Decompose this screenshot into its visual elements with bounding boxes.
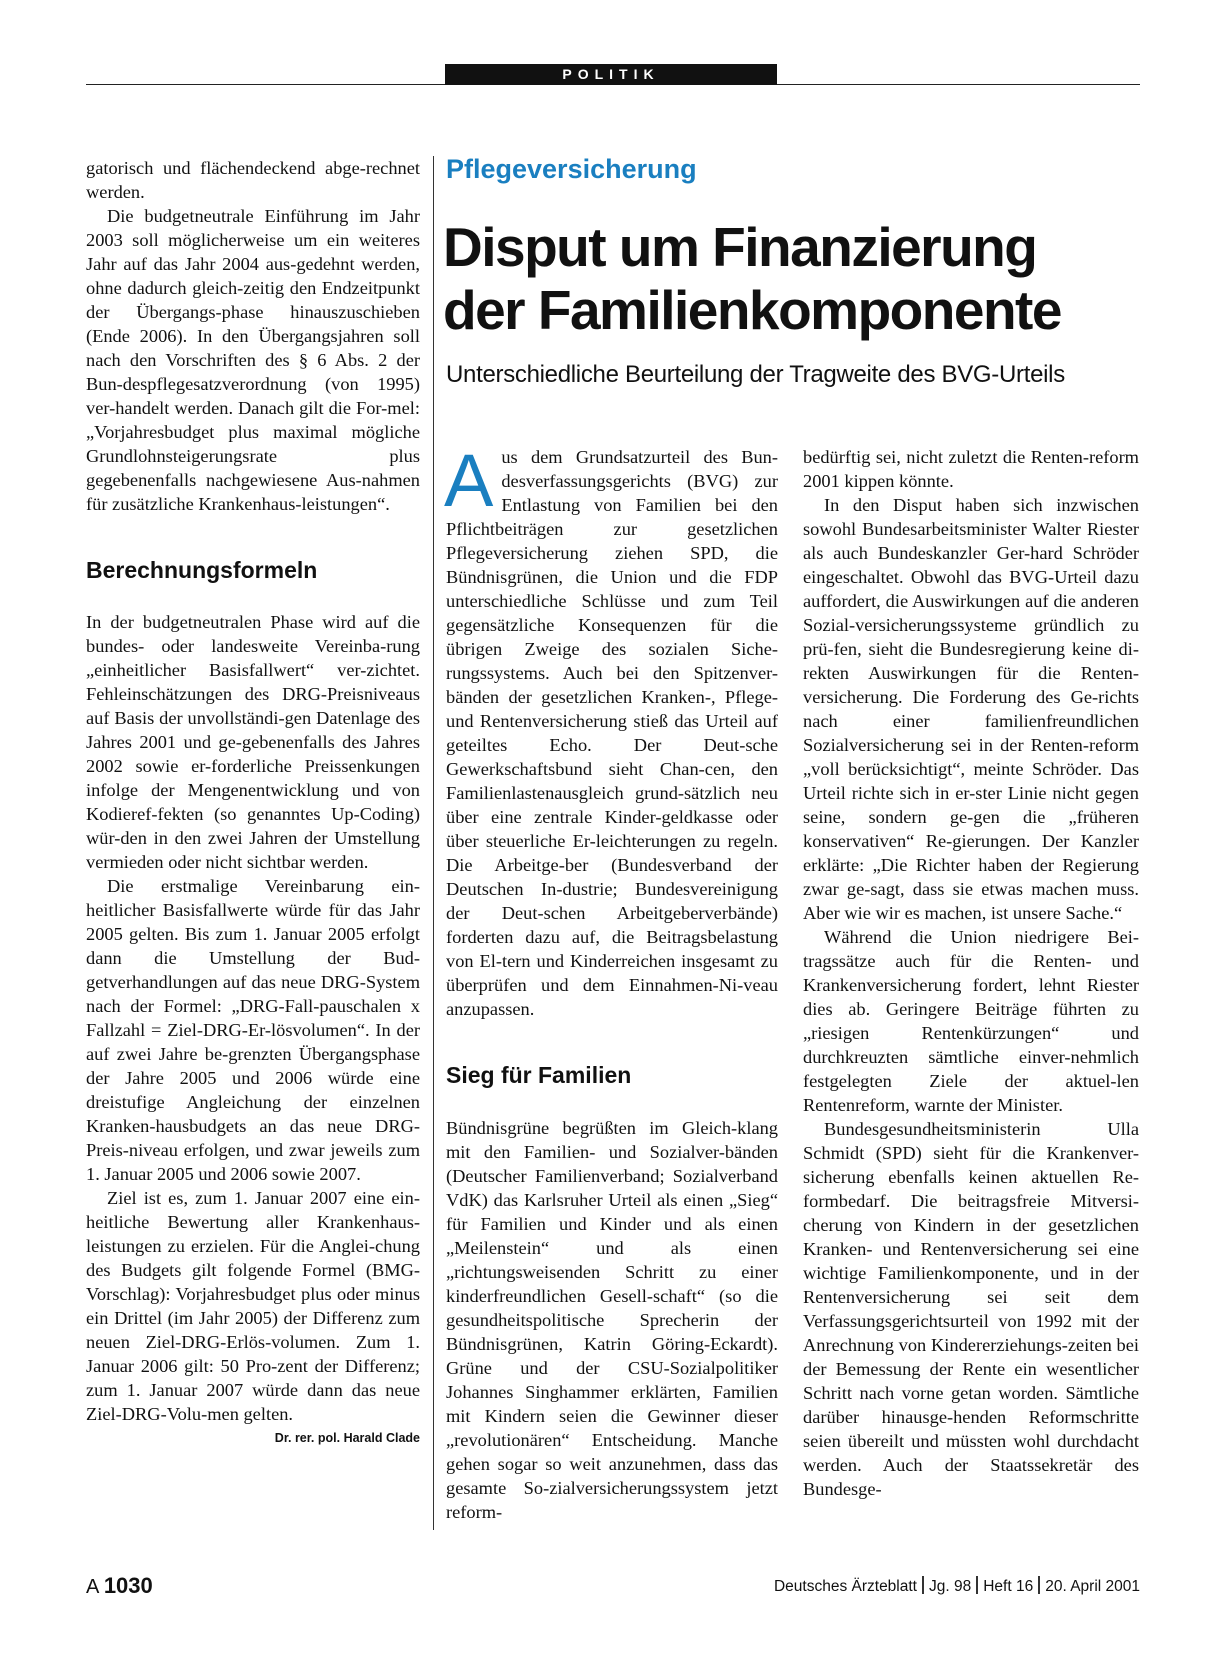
left-paragraph: gatorisch und flächendeckend abge-rechnet werden. bbox=[86, 158, 420, 202]
footer-separator bbox=[1038, 1576, 1040, 1594]
article-headline bbox=[443, 216, 1143, 342]
article-subheading: Sieg für Familien bbox=[446, 1062, 632, 1088]
article-paragraph bbox=[444, 439, 778, 1021]
article-deck: Unterschiedliche Beurteilung der Tragweite des BVG-Urteils bbox=[446, 361, 1065, 388]
journal-name: Deutsches Ärzteblatt bbox=[773, 1578, 917, 1595]
left-subheading: Berechnungsformeln bbox=[86, 557, 318, 583]
left-paragraph-last bbox=[86, 1186, 420, 1445]
article-paragraph: In den Disput haben sich inzwischen sowohl Bundesarbeitsminister Walter Riester als auch Bundeskanzler Ger-hard Schröder eingeschaltet. Obwohl das BVG-Urteil dazu auffordert, die Auswirkungen auf die anderen Sozial-versicherungssysteme gründlich zu prü-fen, sieht die Bundesregierung keine di-rekten Auswirkungen für die Renten-versicherung. Die Forderung des Ge-richts nach einer familienfreundlichen Sozialversicherung sei in der Renten-reform „voll berücksichtigt“, meinte Schröder. Das Urteil richte sich in er-ster Linie nicht gegen seine, sondern ge-gen die „früheren konservativen“ Re-gierungen. Der Kanzler erklärte: „Die Richter haben der Regierung zwar ge-sagt, dass sie etwas machen muss. Aber wie wir es machen, ist unsere Sache.“ bbox=[803, 495, 1139, 923]
section-label: POLITIK bbox=[445, 64, 777, 85]
article-column-2 bbox=[803, 445, 1139, 1501]
left-paragraph-text: Ziel ist es, zum 1. Januar 2007 eine ein-heitliche Bewertung aller Krankenhaus-leistungen zu erzielen. Für die Anglei-chung des Budgets gilt folgende Formel (BMG-Vorschlag): Vorjahresbudget plus oder minus ein Drittel (im Jahr 2005) der Differenz zum neuen Ziel-DRG-Erlös-volumen. Zum 1. Januar 2006 gilt: 50 Pro-zent der Differenz; zum 1. Januar 2007 würde dann das neue Ziel-DRG-Volu-men gelten. bbox=[86, 1188, 420, 1424]
drop-cap: A bbox=[444, 439, 494, 522]
footer-separator bbox=[922, 1576, 924, 1594]
journal-issue: Heft 16 bbox=[983, 1578, 1034, 1595]
article-paragraph-text: us dem Grundsatzurteil des Bun-desverfassungsgerichts (BVG) zur Entlastung von Familien bei den Pflichtbeiträgen zur gesetzlichen Pflegeversicherung ziehen SPD, die Bündnisgrünen, die Union und die FDP unterschiedliche Schlüsse und zum Teil gegensätzliche Konsequenzen für die übrigen Zweige des sozialen Siche-rungssystems. Auch bei den Spitzenver-bänden der gesetzlichen Kranken-, Pflege- und Rentenversicherung stieß das Urteil auf geteiltes Echo. Der Deut-sche Gewerkschaftsbund sieht Chan-cen, den Familienlastenausgleich grund-sätzlich neu über eine zentrale Kinder-geldkasse oder über steuerliche Er-leichterungen zu regeln. Die Arbeitge-ber (Bundesverband der Deutschen In-dustrie; Bundesvereinigung der Deut-schen Arbeitgeberverbände) forderten dazu auf, die Beitragsbelastung von El-tern und Kinderreichen insgesamt zu überprüfen und dem Einnahmen-Ni-veau anzupassen. bbox=[446, 447, 778, 1019]
headline-line-2: der Familienkomponente bbox=[443, 279, 1061, 341]
journal-date: 20. April 2001 bbox=[1045, 1578, 1140, 1595]
page-number bbox=[86, 1573, 153, 1600]
footer-separator bbox=[976, 1576, 978, 1594]
article-paragraph: Bündnisgrüne begrüßten im Gleich-klang mit den Familien- und Sozialver-bänden (Deutscher Familienverband; Sozialverband VdK) das Karlsruher Urteil als einen „Sieg“ für Familien und Kinder und als einen „Meilenstein“ und als einen „richtungsweisenden Schritt zu einer kinderfreundlichen Gesell-schaft“ (so die gesundheitspolitische Sprecherin der Bündnisgrünen, Katrin Göring-Eckardt). Grüne und der CSU-Sozialpolitiker Johannes Singhammer erklärten, Familien mit Kindern seien die Gewinner dieser „revolutionären“ Entscheidung. Manche gehen sogar so weit anzunehmen, dass das gesamte So-zialversicherungssystem jetzt reform- bbox=[446, 1118, 778, 1522]
journal-volume: Jg. 98 bbox=[928, 1578, 972, 1595]
left-paragraph: Die erstmalige Vereinbarung ein-heitlicher Basisfallwerte würde für das Jahr 2005 gelten. Bis zum 1. Januar 2005 erfolgt dann die Umstellung der Bud-getverhandlungen auf das neue DRG-System nach der Formel: „DRG-Fall-pauschalen x Fallzahl = Ziel-DRG-Er-lösvolumen“. In der auf zwei Jahre be-grenzten Übergangsphase der Jahre 2005 und 2006 würde eine dreistufige Angleichung der einzelnen Kranken-hausbudgets an das neue DRG-Preis-niveau erfolgen, und zwar jeweils zum 1. Januar 2005 und 2006 sowie 2007. bbox=[86, 876, 420, 1184]
page-prefix: A bbox=[86, 1576, 99, 1598]
author-byline: Dr. rer. pol. Harald Clade bbox=[274, 1431, 420, 1445]
article-kicker: Pflegeversicherung bbox=[446, 154, 697, 184]
column-divider bbox=[433, 156, 434, 1530]
article-paragraph: Während die Union niedrigere Bei-tragssätze auch für die Renten- und Krankenversicherung fordert, lehnt Riester dies ab. Geringere Beiträge führten zu „riesigen Rentenkürzungen“ und durchkreuzten sämtliche einver-nehmlich festgelegten Ziele der aktuel-len Rentenreform, warnte der Minister. bbox=[803, 927, 1139, 1115]
page-number-value: 1030 bbox=[103, 1573, 153, 1598]
left-column bbox=[86, 156, 420, 1450]
article-paragraph: bedürftig sei, nicht zuletzt die Renten-reform 2001 kippen könnte. bbox=[803, 447, 1139, 491]
left-paragraph: Die budgetneutrale Einführung im Jahr 2003 soll möglicherweise um ein weiteres Jahr auf das Jahr 2004 aus-gedehnt werden, ohne dadurch gleich-zeitig den Endzeitpunkt der Übergangs-phase hinauszuschieben (Ende 2006). In den Übergangsjahren soll nach den Vorschriften des § 6 Abs. 2 der Bun-despflegesatzverordnung (von 1995) ver-handelt werden. Danach gilt die For-mel: „Vorjahresbudget plus maximal mögliche Grundlohnsteigerungsrate plus gegebenenfalls nachgewiesene Aus-nahmen für zusätzliche Krankenhaus-leistungen“. bbox=[86, 206, 420, 514]
left-paragraph: In der budgetneutralen Phase wird auf die bundes- oder landesweite Vereinba-rung „einheitlicher Basisfallwert“ ver-zichtet. Fehleinschätzungen des DRG-Preisniveaus auf Basis der unvollständi-gen Datenlage des Jahres 2001 und ge-gebenenfalls des Jahres 2002 sowie er-forderliche Preissenkungen infolge der Mengenentwicklung und von Kodieref-fekten (so genanntes Up-Coding) wür-den in den zwei Jahren der Umstellung vermieden oder nicht sichtbar werden. bbox=[86, 612, 420, 872]
article-column-1 bbox=[444, 439, 778, 1524]
article-paragraph: Bundesgesundheitsministerin Ulla Schmidt (SPD) sieht für die Krankenver-sicherung ebenfalls keinen aktuellen Re-formbedarf. Die beitragsfreie Mitversi-cherung von Kindern in der gesetzlichen Kranken- und Rentenversicherung sei eine wichtige Familienkomponente, und in der Rentenversicherung sei seit dem Verfassungsgerichtsurteil von 1992 mit der Anrechnung von Kindererziehungs-zeiten bei der Bemessung der Rente ein wesentlicher Schritt nach vorne getan worden. Sämtliche darüber hinausge-henden Reformschritte seien übereilt und müssten wohl durchdacht werden. Auch der Staatssekretär des Bundesge- bbox=[803, 1119, 1139, 1499]
headline-line-1: Disput um Finanzierung bbox=[443, 216, 1037, 278]
journal-footer bbox=[774, 1575, 1140, 1599]
